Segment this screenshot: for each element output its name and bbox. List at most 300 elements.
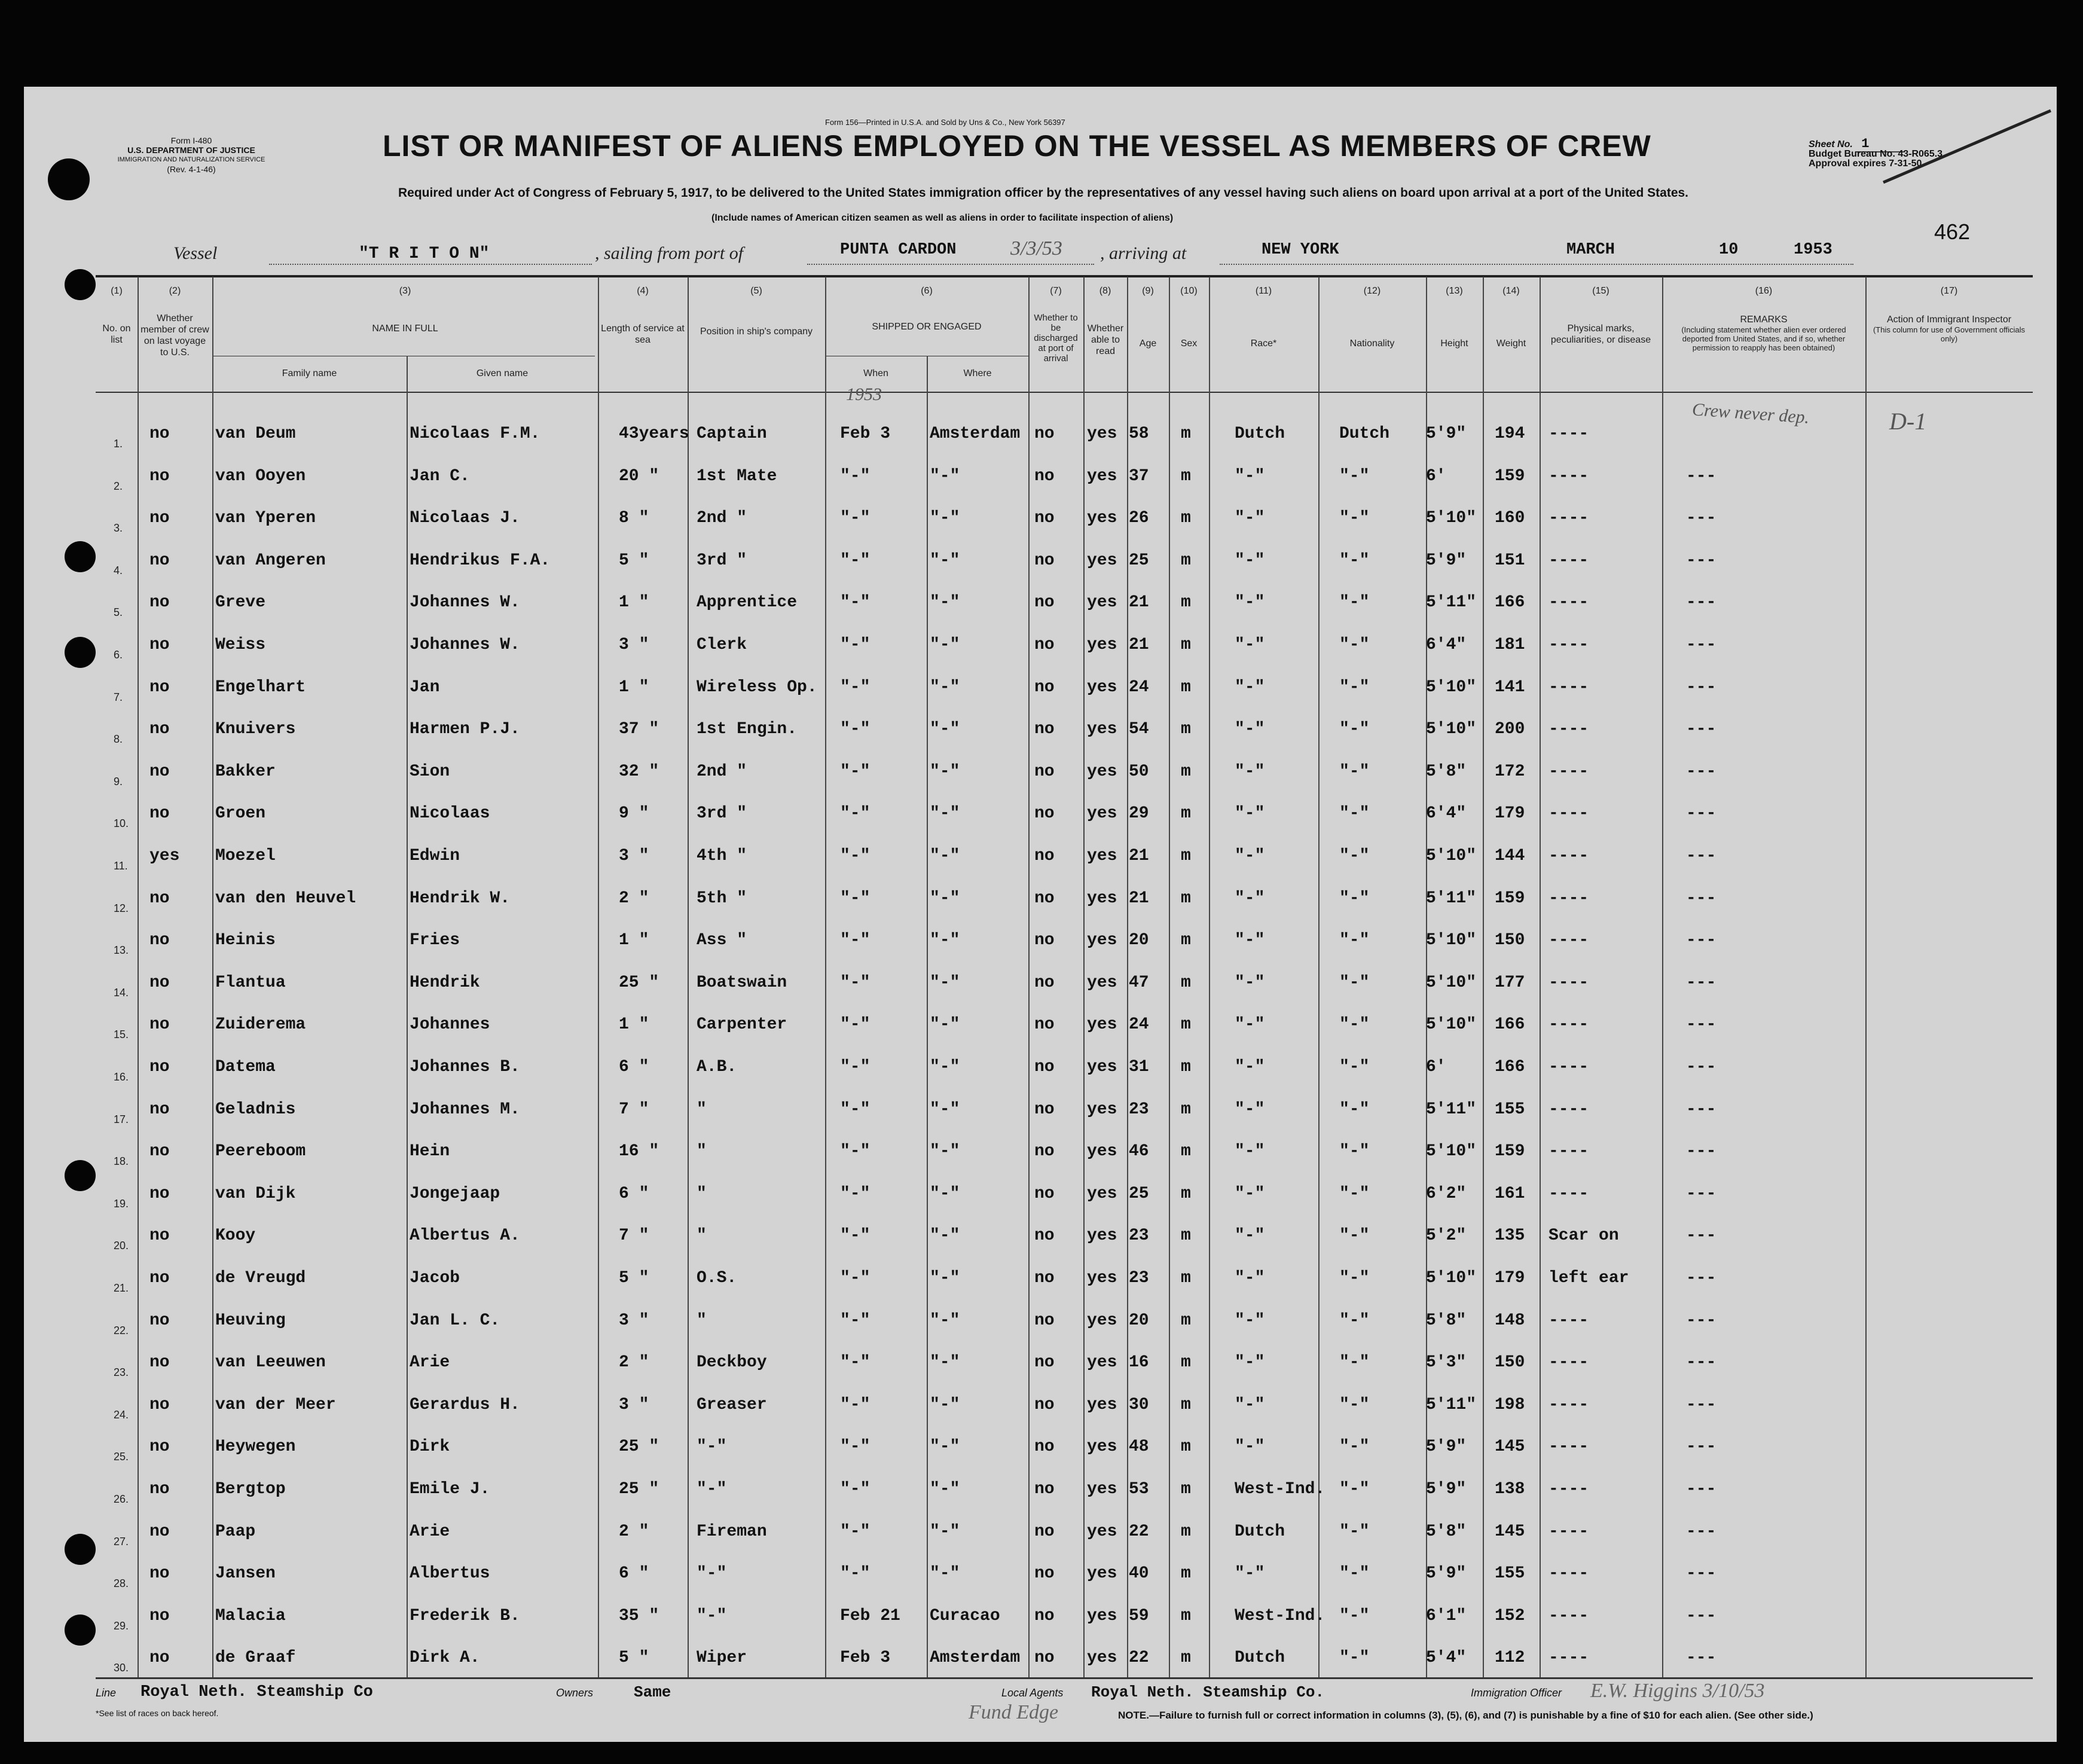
service-cell: 5 "	[619, 551, 649, 570]
col-num-7: (7)	[1050, 286, 1062, 296]
position-cell: Wiper	[697, 1649, 747, 1668]
able-to-read-cell: yes	[1087, 1100, 1117, 1119]
given-name-cell: Gerardus H.	[410, 1395, 520, 1414]
shipped-when-cell: "-"	[840, 1311, 871, 1330]
service-cell: 3 "	[619, 636, 649, 654]
row-number: 17.	[114, 1113, 129, 1125]
nationality-cell: "-"	[1339, 677, 1370, 697]
budget-bureau: Budget Bureau No. 43-R065.3.	[1809, 149, 1945, 159]
approval-expires: Approval expires 7-31-50.	[1809, 158, 1925, 169]
height-cell: 5'8"	[1426, 1311, 1467, 1330]
family-name-cell: Moezel	[215, 847, 276, 865]
height-cell: 5'8"	[1426, 1522, 1467, 1541]
position-cell: 1st Engin.	[697, 720, 798, 739]
row-number: 22.	[114, 1324, 129, 1336]
physical-marks-cell: ----	[1548, 889, 1589, 908]
discharge-cell: no	[1034, 425, 1055, 443]
sex-cell: m	[1181, 1564, 1191, 1583]
prev-voyage-cell: no	[149, 509, 170, 528]
sex-cell: m	[1181, 425, 1191, 443]
nationality-cell: "-"	[1339, 1184, 1370, 1203]
weight-cell: 145	[1495, 1438, 1525, 1457]
able-to-read-cell: yes	[1087, 1142, 1117, 1161]
able-to-read-cell: yes	[1087, 1606, 1117, 1625]
physical-marks-cell: ----	[1548, 466, 1589, 486]
weight-cell: 148	[1495, 1311, 1525, 1330]
shipped-when-cell: "-"	[840, 1015, 871, 1034]
prev-voyage-cell: no	[149, 1142, 170, 1161]
sex-cell: m	[1181, 1015, 1191, 1034]
races-note: *See list of races on back hereof.	[96, 1708, 219, 1718]
shipped-where-cell: Amsterdam	[930, 425, 1021, 443]
given-name-cell: Hendrik W.	[410, 889, 511, 908]
remarks-cell: ---	[1686, 1395, 1717, 1414]
col-num-11: (11)	[1255, 286, 1272, 296]
given-name-cell: Jacob	[410, 1269, 460, 1287]
race-cell: "-"	[1235, 1184, 1265, 1203]
shipped-where-cell: "-"	[930, 1015, 960, 1034]
col-header-discharge: Whether to be discharged at port of arrival	[1034, 313, 1078, 364]
discharge-cell: no	[1034, 762, 1055, 781]
race-cell: Dutch	[1235, 1649, 1285, 1668]
height-cell: 5'11"	[1426, 1395, 1477, 1414]
sex-cell: m	[1181, 931, 1191, 950]
family-name-cell: Bakker	[215, 762, 276, 781]
race-cell: "-"	[1235, 1058, 1265, 1076]
col-header-age: Age	[1139, 338, 1157, 349]
row-number: 26.	[114, 1493, 129, 1505]
family-name-cell: de Graaf	[215, 1649, 296, 1668]
age-cell: 50	[1129, 762, 1149, 781]
row-number: 29.	[114, 1619, 129, 1632]
able-to-read-cell: yes	[1087, 1058, 1117, 1076]
officer-label: Immigration Officer	[1471, 1687, 1562, 1699]
family-name-cell: Geladnis	[215, 1100, 296, 1119]
shipped-where-cell: "-"	[930, 1269, 960, 1287]
physical-marks-cell: ----	[1548, 1480, 1589, 1499]
crew-note: (Include names of American citizen seamen as well as aliens in order to facilitate inspection of aliens)	[711, 213, 1174, 223]
shipped-when-cell: "-"	[840, 466, 871, 486]
shipped-where-cell: "-"	[930, 1395, 960, 1414]
nationality-cell: "-"	[1339, 593, 1370, 612]
shipped-where-cell: "-"	[930, 1142, 960, 1161]
nationality-cell: "-"	[1339, 1649, 1370, 1668]
service-cell: 1 "	[619, 1015, 649, 1034]
remarks-title: REMARKS	[1740, 315, 1788, 325]
weight-cell: 161	[1495, 1184, 1525, 1203]
remarks-cell: ---	[1686, 466, 1717, 486]
prev-voyage-cell: no	[149, 1184, 170, 1203]
position-cell: "-"	[697, 1606, 727, 1625]
col-header-where: Where	[963, 368, 992, 379]
nationality-cell: "-"	[1339, 1100, 1370, 1119]
sex-cell: m	[1181, 636, 1191, 654]
position-cell: Deckboy	[697, 1353, 767, 1372]
punch-hole	[65, 637, 96, 668]
able-to-read-cell: yes	[1087, 1649, 1117, 1668]
family-name-cell: van Leeuwen	[215, 1353, 326, 1372]
service-cell: 25 "	[619, 973, 659, 992]
col-num-10: (10)	[1180, 286, 1198, 296]
discharge-cell: no	[1034, 1395, 1055, 1414]
physical-marks-cell: ----	[1548, 931, 1589, 950]
position-cell: Captain	[697, 425, 767, 443]
prev-voyage-cell: no	[149, 1649, 170, 1668]
family-name-cell: Heinis	[215, 931, 276, 950]
discharge-cell: no	[1034, 1015, 1055, 1034]
physical-marks-cell: ----	[1548, 1142, 1589, 1161]
given-name-cell: Jan C.	[410, 466, 470, 486]
service-cell: 3 "	[619, 847, 649, 865]
shipped-when-cell: "-"	[840, 1438, 871, 1457]
position-cell: Carpenter	[697, 1015, 787, 1034]
family-name-cell: van Deum	[215, 425, 296, 443]
race-cell: "-"	[1235, 762, 1265, 781]
sex-cell: m	[1181, 1058, 1191, 1076]
agents-name: Royal Neth. Steamship Co.	[1091, 1683, 1325, 1701]
family-name-cell: van Yperen	[215, 509, 316, 528]
sex-cell: m	[1181, 1353, 1191, 1372]
able-to-read-cell: yes	[1087, 1311, 1117, 1330]
family-name-cell: de Vreugd	[215, 1269, 306, 1287]
nationality-cell: "-"	[1339, 466, 1370, 486]
row-number: 14.	[114, 986, 129, 999]
race-cell: "-"	[1235, 1226, 1265, 1246]
height-cell: 5'10"	[1426, 677, 1477, 697]
race-cell: Dutch	[1235, 1522, 1285, 1541]
age-cell: 47	[1129, 973, 1149, 992]
col-header-sex: Sex	[1180, 338, 1198, 349]
physical-marks-cell: ----	[1548, 1564, 1589, 1583]
prev-voyage-cell: no	[149, 1564, 170, 1583]
position-cell: Clerk	[697, 636, 747, 654]
height-cell: 5'8"	[1426, 762, 1467, 781]
prev-voyage-cell: no	[149, 973, 170, 992]
weight-cell: 166	[1495, 1058, 1525, 1076]
weight-cell: 198	[1495, 1395, 1525, 1414]
age-cell: 53	[1129, 1480, 1149, 1499]
discharge-cell: no	[1034, 1353, 1055, 1372]
given-name-cell: Arie	[410, 1353, 450, 1372]
col-num-2: (2)	[169, 286, 181, 296]
height-cell: 5'9"	[1426, 1480, 1467, 1499]
row-number: 16.	[114, 1071, 129, 1083]
family-name-cell: van Angeren	[215, 551, 326, 570]
race-cell: "-"	[1235, 551, 1265, 570]
prev-voyage-cell: no	[149, 466, 170, 486]
row-number: 5.	[114, 606, 123, 619]
col-header-name: NAME IN FULL	[372, 323, 438, 334]
able-to-read-cell: yes	[1087, 425, 1117, 443]
nationality-cell: "-"	[1339, 1395, 1370, 1414]
physical-marks-cell: ----	[1548, 1395, 1589, 1414]
remarks-note: (Including statement whether alien ever ordered deported from United States, and if so, whether permission to reapply has been obtained)	[1681, 325, 1846, 352]
able-to-read-cell: yes	[1087, 1184, 1117, 1203]
row-number: 9.	[114, 775, 123, 788]
col-header-nationality: Nationality	[1349, 338, 1395, 349]
shipped-when-cell: "-"	[840, 593, 871, 612]
position-cell: "-"	[697, 1564, 727, 1583]
col-num-17: (17)	[1940, 286, 1958, 296]
able-to-read-cell: yes	[1087, 889, 1117, 908]
col-num-12: (12)	[1363, 286, 1381, 296]
nationality-cell: Dutch	[1339, 425, 1390, 443]
shipped-where-cell: "-"	[930, 973, 960, 992]
shipped-where-cell: "-"	[930, 762, 960, 781]
position-cell: "-"	[697, 1438, 727, 1457]
height-cell: 5'9"	[1426, 1564, 1467, 1583]
pen-stroke	[1877, 99, 2057, 188]
service-cell: 3 "	[619, 1395, 649, 1414]
row-number: 3.	[114, 522, 123, 535]
nationality-cell: "-"	[1339, 1015, 1370, 1034]
discharge-cell: no	[1034, 1226, 1055, 1246]
discharge-cell: no	[1034, 804, 1055, 823]
col-num-15: (15)	[1592, 286, 1609, 296]
service-cell: 25 "	[619, 1480, 659, 1499]
position-cell: Apprentice	[697, 593, 798, 612]
col-num-8: (8)	[1099, 286, 1111, 296]
nationality-cell: "-"	[1339, 931, 1370, 950]
race-cell: West-Ind.	[1235, 1480, 1325, 1499]
position-cell: "	[697, 1100, 707, 1119]
given-name-cell: Fries	[410, 931, 460, 950]
height-cell: 5'4"	[1426, 1649, 1467, 1668]
shipped-where-cell: "-"	[930, 1438, 960, 1457]
discharge-cell: no	[1034, 1269, 1055, 1287]
family-name-cell: Malacia	[215, 1606, 286, 1625]
discharge-cell: no	[1034, 466, 1055, 486]
shipped-when-cell: "-"	[840, 636, 871, 654]
arriving-label: , arriving at	[1100, 243, 1187, 263]
prev-voyage-cell: no	[149, 1395, 170, 1414]
weight-cell: 194	[1495, 425, 1525, 443]
physical-marks-cell: ----	[1548, 1058, 1589, 1076]
shipped-when-cell: "-"	[840, 1142, 871, 1161]
remarks-cell: ---	[1686, 889, 1717, 908]
remarks-cell: ---	[1686, 1522, 1717, 1541]
col-num-14: (14)	[1502, 286, 1520, 296]
row-number: 27.	[114, 1535, 129, 1548]
given-name-cell: Sion	[410, 762, 450, 781]
service-cell: 2 "	[619, 889, 649, 908]
sex-cell: m	[1181, 551, 1191, 570]
weight-cell: 159	[1495, 1142, 1525, 1161]
height-cell: 6'4"	[1426, 804, 1467, 823]
able-to-read-cell: yes	[1087, 847, 1117, 865]
weight-cell: 150	[1495, 1353, 1525, 1372]
manifest-sheet	[24, 87, 2057, 1742]
remarks-cell: ---	[1686, 509, 1717, 528]
discharge-cell: no	[1034, 973, 1055, 992]
shipped-when-cell: "-"	[840, 847, 871, 865]
height-cell: 5'10"	[1426, 973, 1477, 992]
discharge-cell: no	[1034, 593, 1055, 612]
sex-cell: m	[1181, 720, 1191, 739]
punch-hole	[65, 1534, 96, 1565]
physical-marks-cell: ----	[1548, 973, 1589, 992]
shipped-where-cell: "-"	[930, 889, 960, 908]
prev-voyage-cell: no	[149, 889, 170, 908]
shipped-where-cell: "-"	[930, 677, 960, 697]
discharge-cell: no	[1034, 1564, 1055, 1583]
sex-cell: m	[1181, 677, 1191, 697]
remarks-cell: ---	[1686, 804, 1717, 823]
service-cell: 8 "	[619, 509, 649, 528]
height-cell: 5'10"	[1426, 931, 1477, 950]
discharge-cell: no	[1034, 1649, 1055, 1668]
weight-cell: 151	[1495, 551, 1525, 570]
race-cell: "-"	[1235, 1353, 1265, 1372]
age-cell: 22	[1129, 1522, 1149, 1541]
col-header-when: When	[863, 368, 888, 379]
race-cell: "-"	[1235, 889, 1265, 908]
shipped-when-cell: Feb 3	[840, 1649, 891, 1668]
nationality-cell: "-"	[1339, 1438, 1370, 1457]
service-name: IMMIGRATION AND NATURALIZATION SERVICE	[117, 156, 265, 163]
position-cell: 4th "	[697, 847, 747, 865]
physical-marks-cell: ----	[1548, 509, 1589, 528]
remarks-cell: ---	[1686, 1015, 1717, 1034]
given-name-cell: Dirk A.	[410, 1649, 480, 1668]
shipped-where-cell: "-"	[930, 1058, 960, 1076]
discharge-cell: no	[1034, 720, 1055, 739]
row-number: 13.	[114, 944, 129, 957]
shipped-when-cell: Feb 21	[840, 1606, 900, 1625]
row-number: 23.	[114, 1366, 129, 1379]
family-name-cell: Paap	[215, 1522, 256, 1541]
race-cell: "-"	[1235, 1142, 1265, 1161]
race-cell: "-"	[1235, 973, 1265, 992]
sailing-label: , sailing from port of	[595, 243, 744, 263]
remarks-cell: ---	[1686, 1480, 1717, 1499]
service-cell: 6 "	[619, 1058, 649, 1076]
height-cell: 5'10"	[1426, 509, 1477, 528]
shipped-when-cell: "-"	[840, 1226, 871, 1246]
arrival-year: 1953	[1794, 241, 1832, 259]
remarks-cell: ---	[1686, 1311, 1717, 1330]
physical-marks-cell: ----	[1548, 1649, 1589, 1668]
sex-cell: m	[1181, 1142, 1191, 1161]
physical-marks-cell: ----	[1548, 1184, 1589, 1203]
race-cell: "-"	[1235, 720, 1265, 739]
given-name-cell: Johannes M.	[410, 1100, 520, 1119]
col-header-physical-marks: Physical marks, peculiarities, or disease	[1550, 323, 1651, 345]
shipped-where-cell: Curacao	[930, 1606, 1000, 1625]
race-cell: "-"	[1235, 1438, 1265, 1457]
line-name: Royal Neth. Steamship Co	[141, 1683, 373, 1701]
age-cell: 25	[1129, 1184, 1149, 1203]
shipped-when-cell: "-"	[840, 889, 871, 908]
nationality-cell: "-"	[1339, 847, 1370, 865]
prev-voyage-cell: no	[149, 1311, 170, 1330]
service-cell: 1 "	[619, 931, 649, 950]
shipped-when-cell: "-"	[840, 1269, 871, 1287]
family-name-cell: van Ooyen	[215, 466, 306, 486]
form-number: Form I-480	[170, 136, 212, 145]
shipped-where-cell: "-"	[930, 1480, 960, 1499]
form-revision: (Rev. 4-1-46)	[167, 164, 216, 174]
weight-cell: 159	[1495, 889, 1525, 908]
shipped-where-cell: "-"	[930, 1226, 960, 1246]
able-to-read-cell: yes	[1087, 1269, 1117, 1287]
nationality-cell: "-"	[1339, 720, 1370, 739]
position-cell: 2nd "	[697, 509, 747, 528]
sheet-label: Sheet No.	[1809, 139, 1853, 149]
weight-cell: 135	[1495, 1226, 1525, 1246]
remarks-cell: ---	[1686, 636, 1717, 654]
sex-cell: m	[1181, 1606, 1191, 1625]
position-cell: "	[697, 1184, 707, 1203]
shipped-where-cell: "-"	[930, 847, 960, 865]
arrival-day: 10	[1719, 241, 1739, 259]
weight-cell: 160	[1495, 509, 1525, 528]
shipped-when-cell: "-"	[840, 1184, 871, 1203]
shipped-when-cell: "-"	[840, 804, 871, 823]
race-cell: "-"	[1235, 1395, 1265, 1414]
prev-voyage-cell: no	[149, 804, 170, 823]
service-cell: 7 "	[619, 1226, 649, 1246]
nationality-cell: "-"	[1339, 804, 1370, 823]
discharge-cell: no	[1034, 1100, 1055, 1119]
nationality-cell: "-"	[1339, 1480, 1370, 1499]
able-to-read-cell: yes	[1087, 1564, 1117, 1583]
nationality-cell: "-"	[1339, 1353, 1370, 1372]
prev-voyage-cell: no	[149, 636, 170, 654]
prev-voyage-cell: no	[149, 931, 170, 950]
service-cell: 2 "	[619, 1522, 649, 1541]
physical-marks-cell: ----	[1548, 677, 1589, 697]
punch-hole	[65, 1615, 96, 1646]
printer-line: Form 156—Printed in U.S.A. and Sold by Uns & Co., New York 56397	[825, 118, 1065, 127]
arrival-month: MARCH	[1566, 241, 1615, 259]
shipped-when-cell: "-"	[840, 720, 871, 739]
given-name-cell: Johannes W.	[410, 593, 520, 612]
sex-cell: m	[1181, 466, 1191, 486]
prev-voyage-cell: no	[149, 720, 170, 739]
prev-voyage-cell: no	[149, 762, 170, 781]
remarks-cell: ---	[1686, 847, 1717, 865]
remarks-cell: ---	[1686, 1606, 1717, 1625]
age-cell: 54	[1129, 720, 1149, 739]
given-name-cell: Hein	[410, 1142, 450, 1161]
sex-cell: m	[1181, 1438, 1191, 1457]
sailing-port: PUNTA CARDON	[840, 241, 957, 259]
given-name-cell: Emile J.	[410, 1480, 490, 1499]
prev-voyage-cell: no	[149, 1226, 170, 1246]
shipped-where-cell: "-"	[930, 593, 960, 612]
weight-cell: 141	[1495, 677, 1525, 697]
service-cell: 6 "	[619, 1184, 649, 1203]
given-name-cell: Jongejaap	[410, 1184, 500, 1203]
physical-marks-cell: ----	[1548, 425, 1589, 443]
age-cell: 24	[1129, 677, 1149, 697]
shipped-when-cell: "-"	[840, 509, 871, 528]
col-num-3: (3)	[399, 286, 411, 296]
remarks-cell: ---	[1686, 1438, 1717, 1457]
discharge-cell: no	[1034, 1311, 1055, 1330]
physical-marks-cell: ----	[1548, 551, 1589, 570]
page-title: LIST OR MANIFEST OF ALIENS EMPLOYED ON THE VESSEL AS MEMBERS OF CREW	[383, 129, 1651, 163]
discharge-cell: no	[1034, 636, 1055, 654]
remarks-cell: ---	[1686, 720, 1717, 739]
remarks-cell: ---	[1686, 931, 1717, 950]
age-cell: 40	[1129, 1564, 1149, 1583]
col-num-4: (4)	[637, 286, 649, 296]
shipped-when-cell: "-"	[840, 1564, 871, 1583]
given-name-cell: Jan	[410, 677, 440, 697]
age-cell: 24	[1129, 1015, 1149, 1034]
